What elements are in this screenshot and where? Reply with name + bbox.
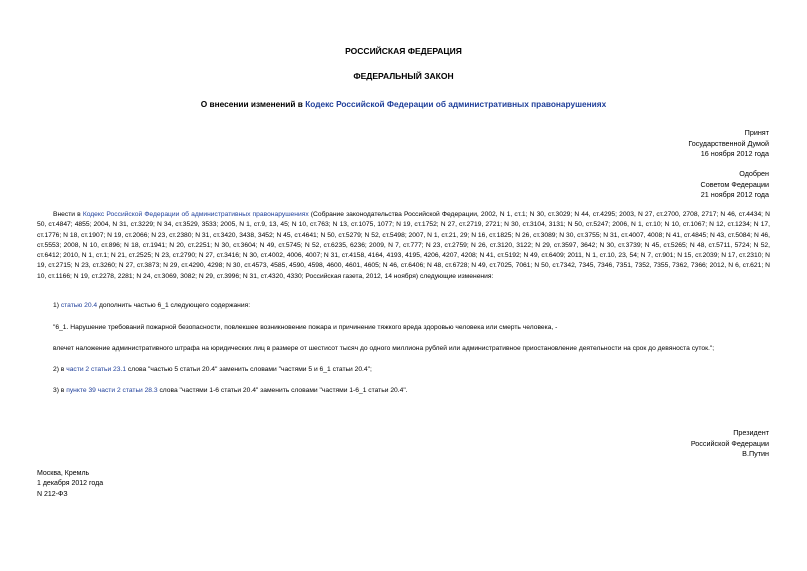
item-2-num: 2) в [53,366,67,373]
approved-block [701,169,769,201]
item-3-num: 3) в [53,387,67,394]
signature-title: Президент [733,428,769,437]
footer-place: Москва, Кремль [37,470,90,477]
approved-label: Одобрен [739,169,769,178]
adopted-block [688,128,769,160]
intro-lead: Внести в [53,211,83,218]
adopted-label: Принят [744,128,769,137]
article-28-3-link[interactable]: пункте 39 части 2 статьи 28.3 [66,387,158,394]
article-20-4-link[interactable]: статью 20.4 [60,302,98,309]
country-heading: РОССИЙСКАЯ ФЕДЕРАЦИЯ [345,46,462,56]
item-1-text: дополнить частью 6_1 следующего содержания: [97,302,251,309]
item-3-text: слова "частями 1-6 статьи 20.4" заменить словами "частями 1-6_1 статьи 20.4". [157,387,408,394]
law-type-heading: ФЕДЕРАЛЬНЫЙ ЗАКОН [353,71,454,81]
law-title-prefix: О внесении изменений в [200,99,306,109]
quote-part-1: "6_1. Нарушение требований пожарной безопасности, повлекшее возникновение пожара и причинение тяжкого вреда здоровью человека или смерть человека, - [53,324,558,331]
intro-code-link[interactable]: Кодекс Российской Федерации об административных правонарушениях [82,211,309,218]
signature-name: В.Путин [742,449,769,458]
adopted-body: Государственной Думой [688,138,769,148]
quote-part-2: влечет наложение административного штрафа на юридических лиц в размере от шестисот тысяч до одного миллиона рублей или административное приостановление деятельности на срок до девяноста суток."; [53,345,715,352]
signature-block [691,428,769,460]
footer-number: N 212-ФЗ [37,490,68,498]
footer-block [37,469,103,500]
approved-date: 21 ноября 2012 года [700,190,769,199]
item-2 [53,366,372,373]
item-1-num: 1) [53,302,61,309]
code-link[interactable]: Кодекс Российской Федерации об административных правонарушениях [305,99,607,109]
item-2-text: слова "частью 5 статьи 20.4" заменить словами "частями 5 и 6_1 статьи 20.4"; [126,366,372,373]
item-1 [53,302,250,309]
item-3 [53,387,408,394]
intro-paragraph [37,210,770,282]
intro-rest: (Собрание законодательства Российской Федерации, 2002, N 1, ст.1; N 30, ст.3029; N 44, ст.4295; 2003, N 27, ст.2700, 2708, 2717; N 46, ст.4434; N 50, ст.4847; 4855; 2004, N 31, ст.3229; N 34, ст.3529, 3533; 2005, N 1, ст.9, 13, 45; N 10, ст.763; N 13, ст.1075, 1077; N 19, ст.1752; N 27, ст.2719, 2721; N 30, ст.3104, 3131; N 50, ст.5247; 2006, N 1, ст.10; N 10, ст.1067; N 12, ст.1234; N 17, ст.1776; N 18, ст.1907; N 19, ст.2066; N 23, ст.2380; N 31, ст.3420, 3438, 3452; N 45, ст.4641; N 50, ст.5279; N 52, ст.5498; 2007, N 1, ст.21, 29; N 16, ст.1825; N 26, ст.3089; N 30, ст.3755; N 31, ст.4007, 4008; N 41, ст.4845; N 43, ст.5084; N 46, ст.5553; 2008, N 10, ст.896; N 18, ст.1941; N 20, ст.2251; N 30, ст.3604; N 49, ст.5745; N 52, ст.6235, 6236; 2009, N 7, ст.777; N 23, ст.2759; N 26, ст.3120, 3122; N 29, ст.3597, 3642; N 30, ст.3739; N 45, ст.5265; N 48, ст.5711, 5724; N 52, ст.6412; 2010, N 1, ст.1; N 21, ст.2525; N 23, ст.2790; N 27, ст.3416; N 30, ст.4002, 4006, 4007; N 31, ст.4158, 4164, 4193, 4195, 4206, 4207, 4208; N 41, ст.5192; N 49, ст.6409; 2011, N 1, ст.10, 23, 54; N 7, ст.901; N 15, ст.2039; N 17, ст.2310; N 19, ст.2715; N 23, ст.3260; N 27, ст.3873; N 29, ст.4290, 4298; N 30, ст.4573, 4585, 4590, 4598, 4600, 4601, 4605; N 46, ст.6406; N 48, ст.6728; N 49, ст.7025, 7061; N 50, ст.7342, 7345, 7346, 7351, 7352, 7355, 7362, 7366; 2012, N 6, ст.621; N 10, ст.1166; N 19, ст.2278, 2281; N 24, ст.3069, 3082; N 29, ст.3996; N 31, ст.4320, 4330; Российская газета, 2012, 14 ноября) следующие изменения: [37,211,770,280]
adopted-date: 16 ноября 2012 года [700,149,769,158]
signature-country: Российской Федерации [690,438,769,448]
law-title [0,99,807,109]
footer-date: 1 декабря 2012 года [37,480,104,488]
approved-body: Советом Федерации [700,179,769,189]
article-23-1-link[interactable]: части 2 статьи 23.1 [66,366,127,373]
